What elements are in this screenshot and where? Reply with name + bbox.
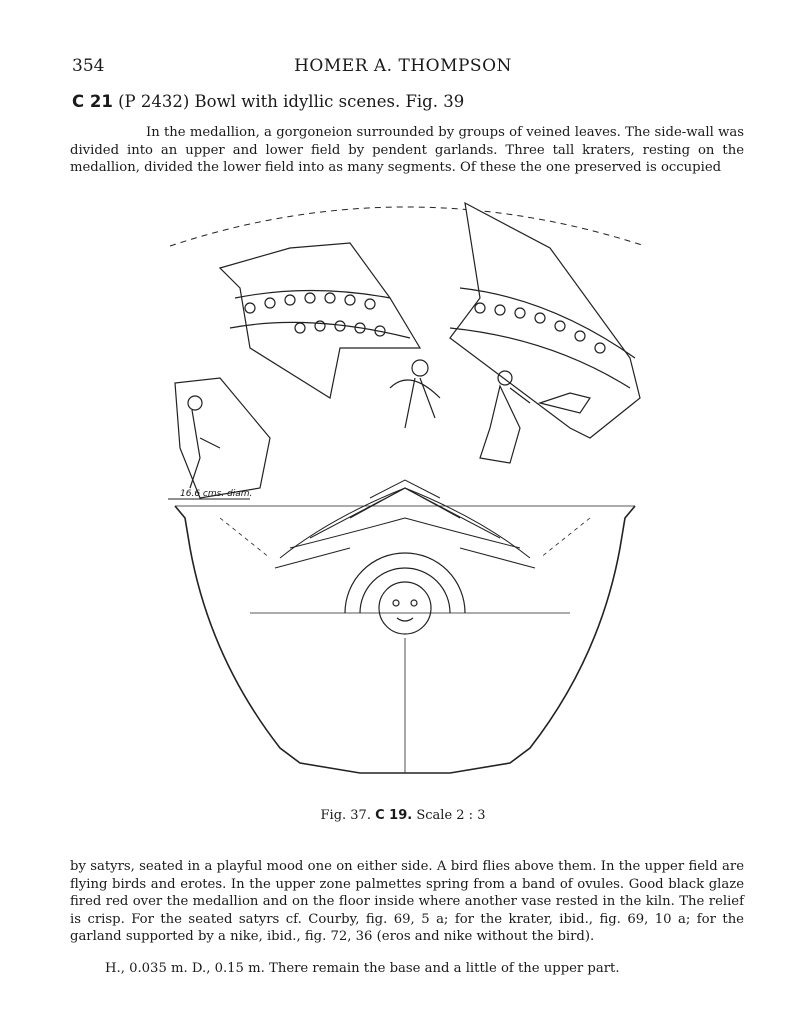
caption-prefix: Fig. 37. [320,808,371,823]
dimensions-paragraph: H., 0.035 m. D., 0.15 m. There remain the base and a little of the upper part. [105,961,620,976]
entry-id: C 21 [72,92,113,111]
body-paragraph: by satyrs, seated in a playful mood one on either side. A bird flies above them. In the upper field are flying birds and erotes. In the upper zone palmettes spring from a band of ovules. Good black glaze fired red over the medallion and on the floor inside where another vase rested in the kiln. The relief is crisp. For the seated satyrs cf. Courby, fig. 69, 5 a; for the krater, ibid., fig. 69, 10 a; for the garland supported by a nike, ibid., fig. 72, 36 (eros and nike without the bird). [70,859,744,944]
gorgoneion [379,582,431,634]
caption-scale: Scale 2 : 3 [416,808,486,823]
fragment-left-small [175,378,270,498]
scale-note: 16.6 cms. diam. [180,489,253,499]
satyr-figure-left [188,396,220,488]
caption-id: C 19. [375,808,413,823]
figure-caption [0,808,806,823]
running-head: HOMER A. THOMPSON [294,56,512,76]
palmette-leaves [275,480,535,568]
page-number: 354 [72,56,105,76]
eros-figure [390,360,440,428]
medallion-arc [345,553,465,613]
entry-title-text: (P 2432) Bowl with idyllic scenes. Fig. 39 [118,92,465,111]
bowl-figure [150,188,660,808]
rim-dashed-arc [170,207,645,246]
intro-paragraph: In the medallion, a gorgoneion surrounded by groups of veined leaves. The side-wall was divided into an upper and lower field by pendent garlands. Three tall kraters, resting on the medallion, divided the lower field into as many segments. Of these the one preserved is occupied [70,125,744,175]
entry-title [72,92,464,111]
